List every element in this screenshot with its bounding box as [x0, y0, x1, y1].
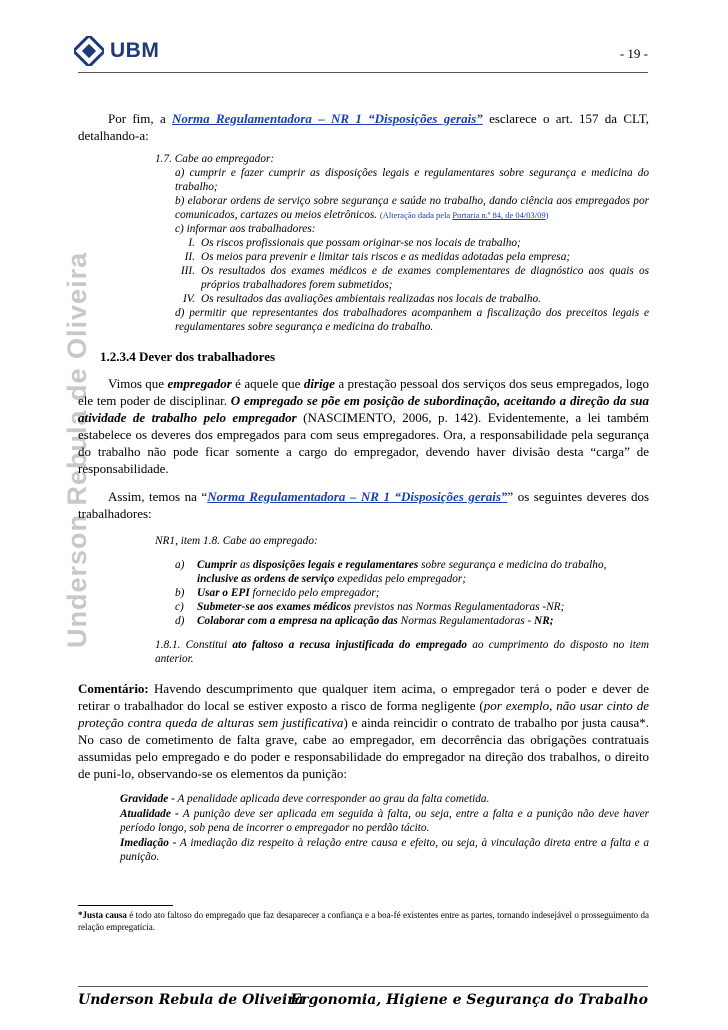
roman-item: IV. Os resultados das avaliações ambientais realizadas nos locais de trabalho. [182, 293, 541, 305]
list-item: d) Colaborar com a empresa na aplicação das Normas Regulamentadoras - NR; [175, 615, 554, 627]
footnote-rule [78, 905, 173, 906]
quote-nr1-employee: NR1, item 1.8. Cabe ao empregado: [155, 535, 318, 547]
ubm-logo-icon [74, 36, 104, 66]
quote-item-d: d) permitir que representantes dos trabalhadores acompanhem a fiscalização dos preceitos legais e regulamentares sobre segurança e medicina do trabalho. [175, 307, 649, 333]
employee-duties-list [175, 558, 649, 628]
element-item: Imediação - A imediação diz respeito à relação entre causa e efeito, ou seja, à vinculação direta entre a falta e a punição. [120, 836, 650, 863]
footer-author: Underson Rebula de Oliveira [78, 992, 304, 1008]
roman-item: III. Os resultados dos exames médicos e de exames complementares de diagnóstico aos quais os próprios trabalhadores forem submetidos; [180, 265, 649, 291]
comment-label: Comentário: [78, 681, 149, 696]
nr1-employee-intro: Assim, temos na “Norma Regulamentadora – NR 1 “Disposições gerais”” os seguintes deveres dos trabalhadores: [78, 489, 650, 521]
element-item: Atualidade - A punição deve ser aplicada em seguida à falta, ou seja, entre a falta e a punição não deve haver período longo, sob pena de incorrer o empregador no perdão tácito. [120, 807, 649, 834]
quote-1-8-1: 1.8.1. Constitui ato faltoso a recusa injustificada do empregado ao cumprimento do disposto no item anterior. [155, 639, 650, 665]
comment-paragraph: Comentário: Havendo descumprimento que qualquer item acima, o empregador terá o poder e dever de retirar o trabalhador do local se estiver exposto a risco de forma negligente (por exemplo, não usar cinto de proteção contra queda de alturas sem justificativa) e ainda reincidir o contrato de trabalho por justa causa*. No caso de cometimento de falta grave, cabe ao empregador, em decorrência das obrigações contratuais assumidas pelo empregado e do poder e responsabilidade do empregador na direção dos trabalhos, o direito de puni-lo, observando-se os elementos da punição: [78, 681, 649, 781]
author-watermark: Underson Rebula de Oliveira [62, 251, 92, 648]
ubm-logo [74, 35, 159, 67]
intro-paragraph: Por fim, a Norma Regulamentadora – NR 1 “Disposições gerais” esclarece o art. 157 da CLT, detalhando-a: [78, 111, 650, 143]
roman-item: I. Os riscos profissionais que possam originar-se nos locais de trabalho; [188, 237, 521, 249]
footer-rule [78, 986, 648, 987]
quote-nr1-employer: 1.7. Cabe ao empregador: a) cumprir e fazer cumprir as disposições legais e regulamentares sobre segurança e medicina do trabalho; b) elaborar ordens de serviço sobre segurança e saúde no trabalho, dando ciência aos empregados por comunicados, cartazes ou meios eletrônicos. (Alteração dada pela Portaria n.º 84, de 04/03/09) c) informar aos trabalhadores: I. Os riscos profissionais que possam originar-se nos locais de trabalho; II. Os meios para prevenir e limitar tais riscos e as medidas adotadas pela empresa; III. Os resultados dos exames médicos e de exames complementares de diagnóstico aos quais os próprios trabalhadores forem submetidos; IV. Os resultados das avaliações ambientais realizadas nos locais de trabalho. d) permitir que representantes dos trabalhadores acompanhem a fiscalização dos preceitos legais e regulamentares sobre segurança e medicina do trabalho. [155, 153, 649, 333]
punishment-elements [120, 792, 649, 865]
list-item: b) Usar o EPI fornecido pelo empregador; [175, 587, 380, 599]
page-content [78, 110, 649, 865]
footer-title: Ergonomia, Higiene e Segurança do Trabalho [290, 992, 648, 1008]
nr1-link[interactable]: Norma Regulamentadora – NR 1 “Disposições gerais” [172, 111, 483, 126]
duties-paragraph: Vimos que empregador é aquele que dirige a prestação pessoal dos serviços dos seus empregados, logo ele tem poder de disciplinar. O empregado se põe em posição de subordinação, aceitando a direção da sua atividade de trabalho pelo empregador (NASCIMENTO, 2006, p. 142). Evidentemente, a lei também estabelece os deveres dos empregados para com seus empregadores. Ora, a responsabilidade pela segurança do trabalho não pode ficar somente a cargo do empregador, devendo haver divisão desta “carga” de responsabilidade. [78, 376, 649, 476]
quote-item-a: a) cumprir e fazer cumprir as disposições legais e regulamentares sobre segurança e medicina do trabalho; [175, 167, 649, 193]
element-item: Gravidade - A penalidade aplicada deve corresponder ao grau da falta cometida. [120, 793, 490, 805]
logo-text: UBM [110, 39, 160, 62]
footnote: *Justa causa é todo ato faltoso do empregado que faz desaparecer a confiança e a boa-fé existentes entre as partes, tornando indesejável o prosseguimento da relação empregatícia. [78, 910, 650, 932]
quote-item-b: b) elaborar ordens de serviço sobre segurança e saúde no trabalho, dando ciência aos empregados por comunicados, cartazes ou meios eletrônicos. (Alteração dada pela Portaria n.º 84, de 04/03/09) [175, 195, 649, 221]
header-rule [78, 72, 648, 73]
list-item: c) Submeter-se aos exames médicos previstos nas Normas Regulamentadoras -NR; [175, 601, 565, 613]
nr1-link-2[interactable]: Norma Regulamentadora – NR 1 “Disposições gerais” [207, 489, 508, 504]
quote-item-c: c) informar aos trabalhadores: [175, 223, 316, 235]
amendment-note: (Alteração dada pela Portaria n.º 84, de 04/03/09) [379, 210, 549, 220]
page-number: - 19 - [619, 46, 648, 61]
section-title: 1.2.3.4 Dever dos trabalhadores [100, 349, 276, 364]
list-item: a) Cumprir as disposições legais e regulamentares sobre segurança e medicina do trabalho, inclusive as ordens de serviço expedidas pelo empregador; [175, 559, 607, 585]
portaria-link[interactable]: Portaria n.º 84, de 04/03/09 [452, 210, 546, 220]
roman-item: II. Os meios para prevenir e limitar tais riscos e as medidas adotadas pela empresa; [184, 251, 571, 263]
